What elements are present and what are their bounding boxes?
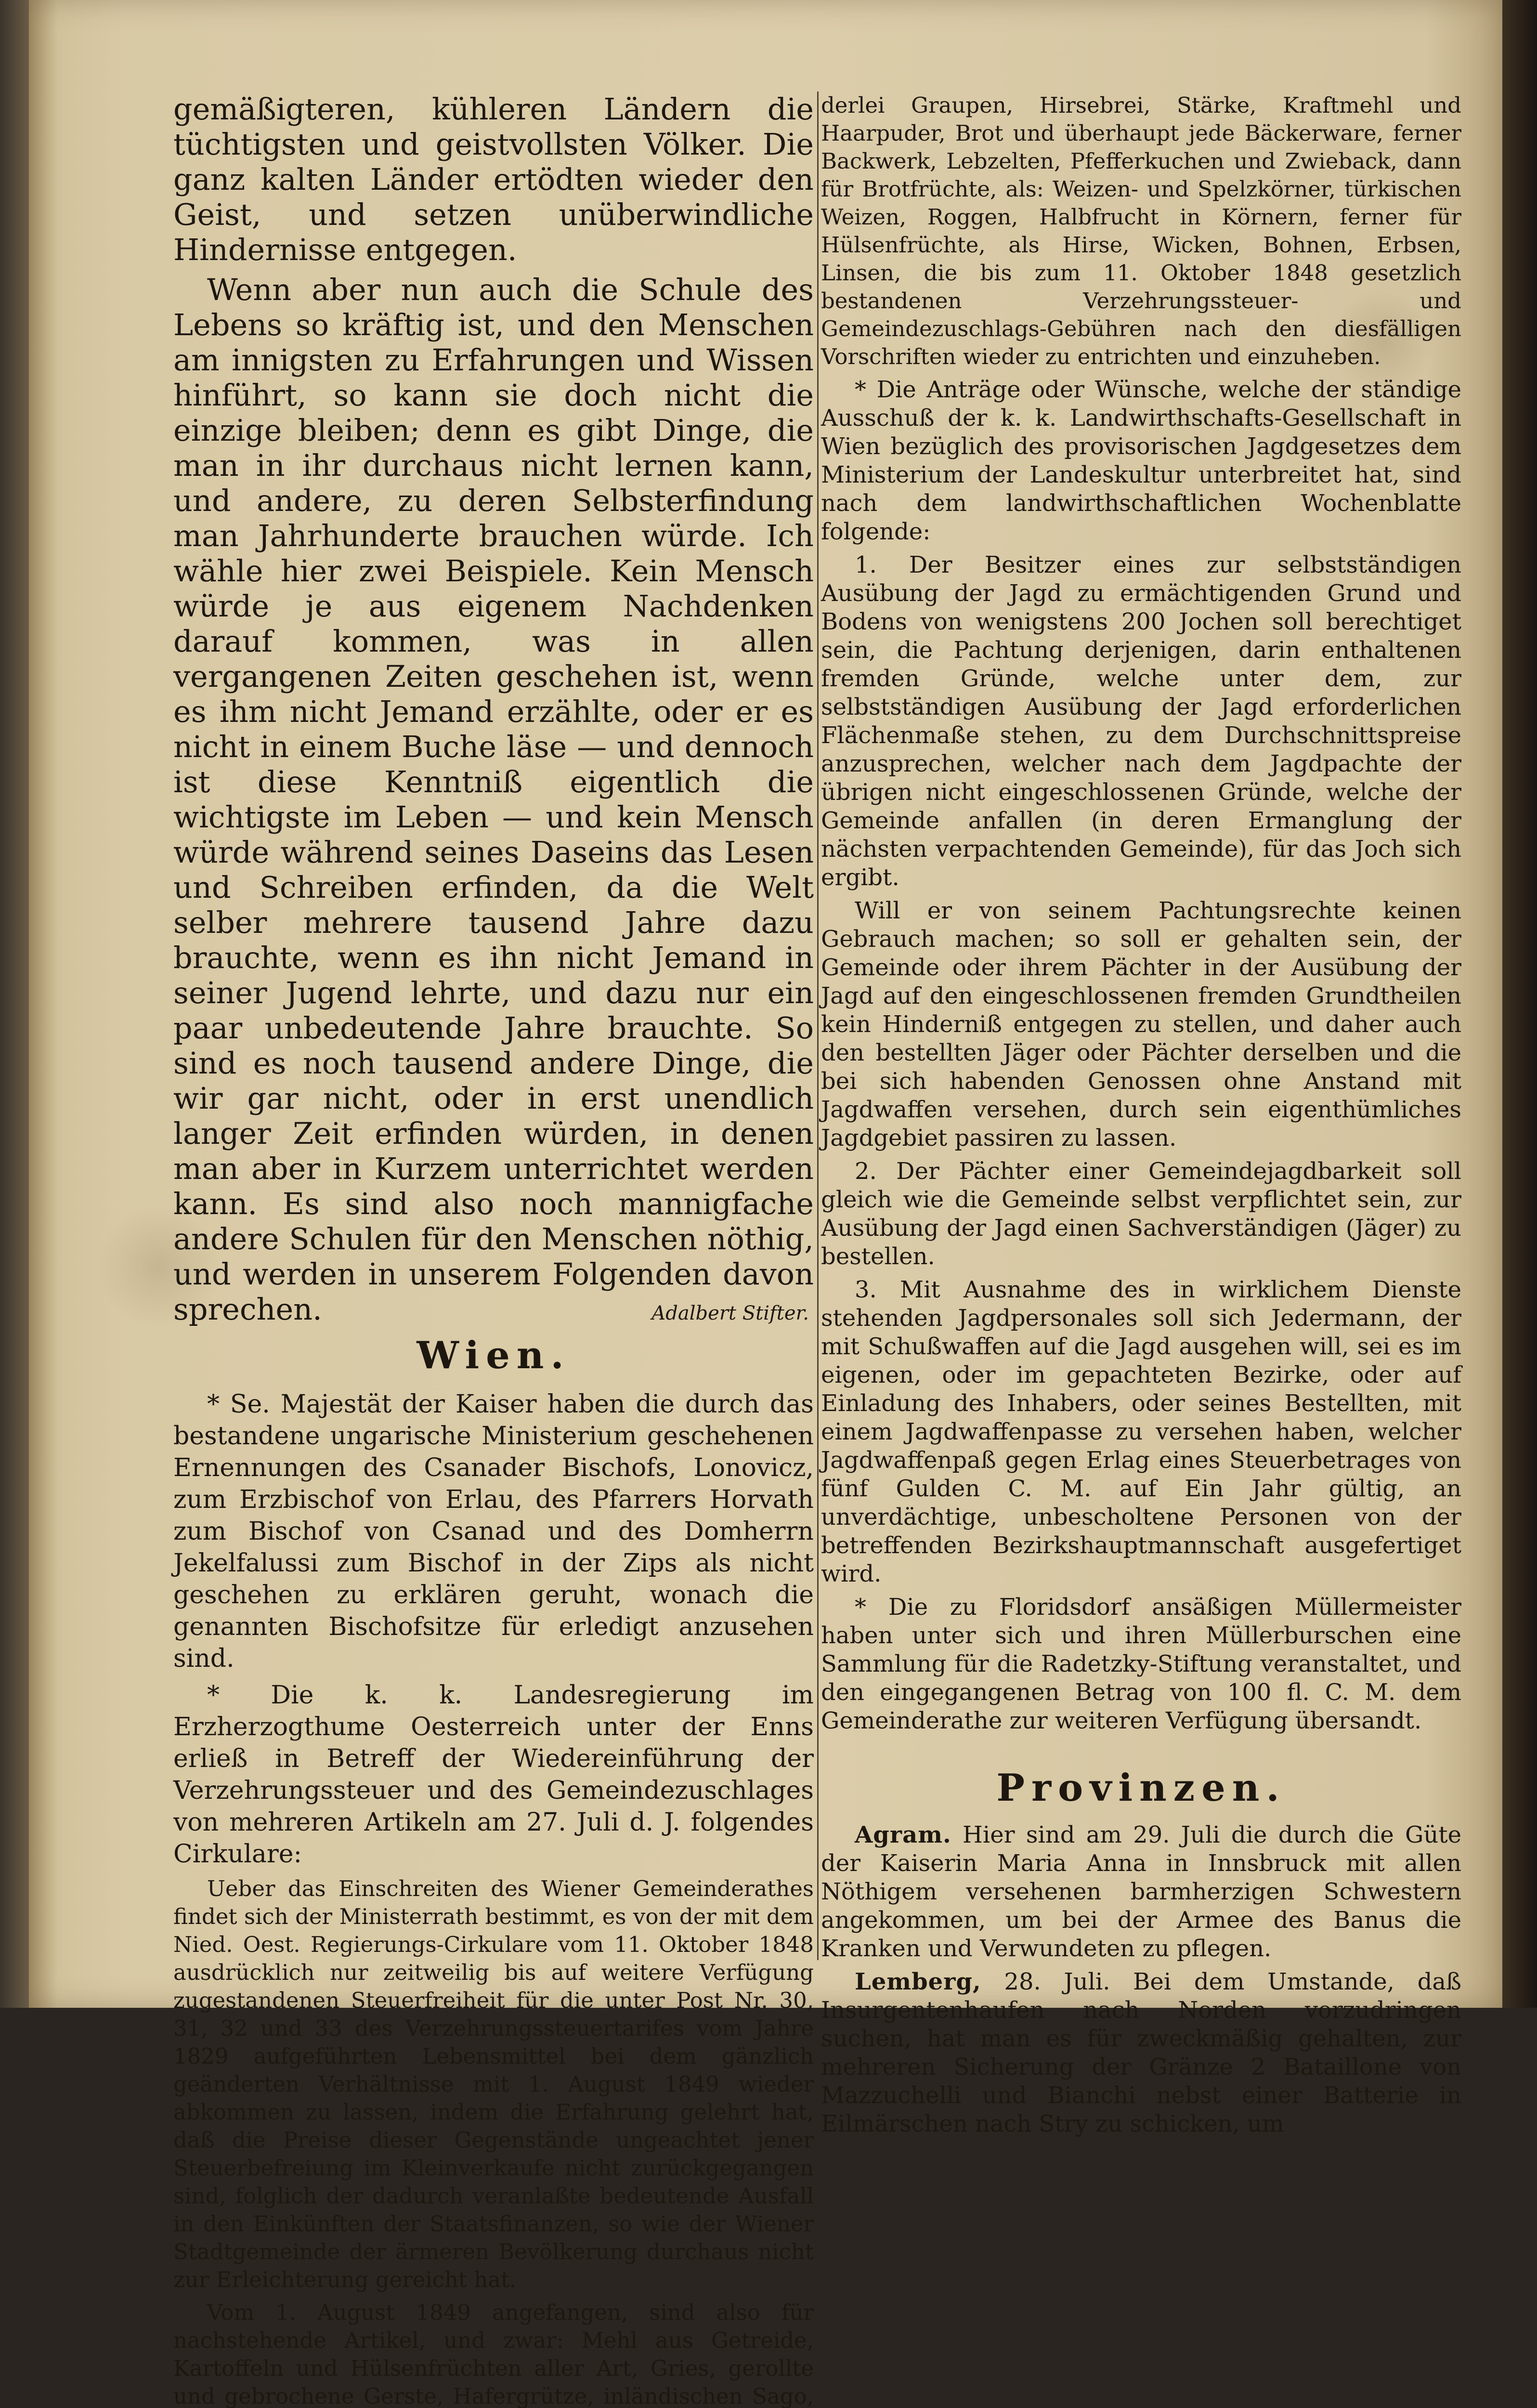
news-item: 3. Mit Ausnahme des in wirklichem Dienste stehenden Jagdpersonales soll sich Jedermann, der mit Schußwaffen auf die Jagd ausgehen will, sei es im eigenen, oder im gepachteten Bezirke, oder auf Einladung des Inhabers, oder seines Bestellten, mit einem Jagdwaffenpasse zu versehen haben, welcher Jagdwaffenpaß gegen Erlag eines Steuerbetrages von fünf Gulden C. M. auf Ein Jahr gültig, an unverdächtige, unbescholtene Personen von der betreffenden Bezirkshauptmannschaft ausgefertiget wird.: [821, 1276, 1461, 1587]
news-item: * Die zu Floridsdorf ansäßigen Müllermeister haben unter sich und ihren Müllerburschen eine Sammlung für die Radetzky-Stiftung veranstaltet, und den eingegangenen Betrag von 100 fl. C. M. dem Gemeinderathe zur weiteren Verfügung übersandt.: [821, 1594, 1461, 1734]
section-heading-provinzen: Provinzen.: [996, 1766, 1286, 1810]
circular-text: Vom 1. August 1849 angefangen, sind also für nachstehende Artikel, und zwar: Mehl aus Getreide, Kartoffeln und Hülsenfrüchten aller Art, Gries, gerollte und gebrochene Gerste, Hafergrütze, inländischen Sago,: [173, 2300, 814, 2408]
news-text: Hier sind am 29. Juli die durch die Güte der Kaiserin Maria Anna in Innsbruck mit allen Nöthigem versehenen barmherzigen Schwestern angekommen, um bei der Armee des Banus die Kranken und Verwundeten zu pflegen.: [821, 1821, 1461, 1962]
next-page-edge: [1502, 0, 1537, 2008]
dateline: Agram.: [855, 1821, 951, 1848]
news-item: [821, 1968, 1461, 2138]
news-item: 1. Der Besitzer eines zur selbstständigen Ausübung der Jagd zu ermächtigenden Grund und Bodens von wenigstens 200 Jochen soll berechtiget sein, die Pachtung derjenigen, darin enthaltenen fremden Gründe, welche unter dem, zur selbstständigen Ausübung der Jagd erforderlichen Flächenmaße stehen, zu dem Durchschnittspreise anzusprechen, welcher nach dem Jagdpachte der übrigen nicht eingeschlossenen Gründe, welche der Gemeinde anfallen (in deren Ermanglung der nächsten verpachtenden Gemeinde), für das Joch sich ergibt.: [821, 551, 1461, 891]
news-item: * Se. Majestät der Kaiser haben die durch das bestandene ungarische Ministerium geschehenen Ernennungen des Csanader Bischofs, Lonovicz, zum Erzbischof von Erlau, des Pfarrers Horvath zum Bischof von Csanad und des Domherrn Jekelfalussi zum Bischof in der Zips als nicht geschehen zu erklären geruht, wonach die genannten Bischofsitze für erledigt anzusehen sind.: [173, 1390, 814, 1673]
news-item: [821, 1821, 1461, 1963]
news-item: 2. Der Pächter einer Gemeindejagdbarkeit soll gleich wie die Gemeinde selbst verpflichtet sein, zur Ausübung der Jagd einen Sachverständigen (Jäger) zu bestellen.: [821, 1158, 1461, 1270]
news-text: 28. Juli. Bei dem Umstande, daß Insurgentenhaufen nach Norden vorzudringen suchen, hat man es für zweckmäßig gehalten, zur mehreren Sicherung der Gränze 2 Bataillone von Mazzuchelli und Bianchi nebst einer Batterie in Eilmärschen nach Stry zu schicken, um: [821, 1968, 1461, 2137]
page-binding-edge: [0, 0, 29, 2008]
news-item: * Die k. k. Landesregierung im Erzherzogthume Oesterreich unter der Enns erließ in Betreff der Wiedereinführung der Verzehrungssteuer und des Gemeindezuschlages von mehreren Artikeln am 27. Juli d. J. folgendes Cirkulare:: [173, 1681, 814, 1869]
article-paragraph: Wenn aber nun auch die Schule des Lebens so kräftig ist, und den Menschen am innigsten zu Erfahrungen und Wissen hinführt, so kann sie doch nicht die einzige bleiben; denn es gibt Dinge, die man in ihr durchaus nicht lernen kann, und andere, zu deren Selbsterfindung man Jahrhunderte brauchen würde. Ich wähle hier zwei Beispiele. Kein Mensch würde je aus eigenem Nachdenken darauf kommen, was in allen vergangenen Zeiten geschehen ist, wenn es ihm nicht Jemand erzählte, oder er es nicht in einem Buche läse — und dennoch ist diese Kenntniß eigentlich die wichtigste im Leben — und kein Mensch würde während seines Daseins das Lesen und Schreiben erfinden, da die Welt selber mehrere tausend Jahre dazu brauchte, wenn es ihn nicht Jemand in seiner Jugend lehrte, und dazu nur ein paar unbedeutende Jahre brauchte. So sind es noch tausend andere Dinge, die wir gar nicht, oder in erst unendlich langer Zeit erfinden würden, in denen man aber in Kurzem unterrichtet werden kann. Es sind also noch mannigfache andere Schulen für den Menschen nöthig, und werden in unserem Folgenden davon sprechen.: [173, 272, 814, 1327]
column-divider: [817, 92, 819, 1960]
news-item: * Die Anträge oder Wünsche, welche der ständige Ausschuß der k. k. Landwirthschafts-Gesellschaft in Wien bezüglich des provisorischen Jagdgesetzes dem Ministerium der Landeskultur unterbreitet hat, sind nach dem landwirthschaftlichen Wochenblatte folgende:: [821, 376, 1461, 545]
section-heading-wien: Wien.: [417, 1334, 571, 1377]
circular-text: Ueber das Einschreiten des Wiener Gemeinderathes findet sich der Ministerrath bestimmt, es von der mit dem Nied. Oest. Regierungs-Cirkulare vom 11. Oktober 1848 ausdrücklich nur zeitweilig bis auf weitere Verfügung zugestandenen Steuerfreiheit für die unter Post Nr. 30, 31, 32 und 33 des Verzehrungssteuertarifes vom Jahre 1829 aufgeführten Lebensmittel bei dem gänzlich geänderten Verhältnisse mit 1. August 1849 wieder abkommen zu lassen, indem die Erfahrung gelehrt hat, daß die Preise dieser Gegenstände ungeachtet jener Steuerbefreiung im Kleinverkaufe nicht zurückgegangen sind, folglich der dadurch veranlaßte bedeutende Ausfall in den Einkünften der Staatsfinanzen, so wie der Wiener Stadtgemeinde der ärmeren Bevölkerung durchaus nicht zur Erleichterung gereicht hat.: [173, 1876, 814, 2292]
article-paragraph: gemäßigteren, kühleren Ländern die tüchtigsten und geistvollsten Völker. Die ganz kalten Länder ertödten wieder den Geist, und setzen unüberwindliche Hindernisse entgegen.: [173, 92, 814, 267]
circular-text: derlei Graupen, Hirsebrei, Stärke, Kraftmehl und Haarpuder, Brot und überhaupt jede Bäckerware, ferner Backwerk, Lebzelten, Pfefferkuchen und Zwieback, dann für Brotfrüchte, als: Weizen- und Spelzkörner, türkischen Weizen, Roggen, Halbfrucht in Körnern, ferner für Hülsenfrüchte, als Hirse, Wicken, Bohnen, Erbsen, Linsen, die bis zum 11. Oktober 1848 gesetzlich bestandenen Verzehrungssteuer- und Gemeindezuschlags-Gebühren nach den diesfälligen Vorschriften wieder zu entrichten und einzuheben.: [821, 92, 1461, 369]
author-signature: Adalbert Stifter.: [651, 1302, 809, 1324]
dateline: Lemberg,: [855, 1968, 981, 1995]
right-column: [821, 92, 1461, 2143]
left-column: [173, 92, 814, 2408]
news-item: Will er von seinem Pachtungsrechte keinen Gebrauch machen; so soll er gehalten sein, der Gemeinde oder ihrem Pächter in der Ausübung der Jagd auf den eingeschlossenen fremden Grundtheilen kein Hinderniß entgegen zu stellen, und daher auch den bestellten Jäger oder Pächter derselben und die bei sich habenden Genossen ohne Anstand mit Jagdwaffen versehen, durch sein eigenthümliches Jagdgebiet passiren zu lassen.: [821, 897, 1461, 1152]
